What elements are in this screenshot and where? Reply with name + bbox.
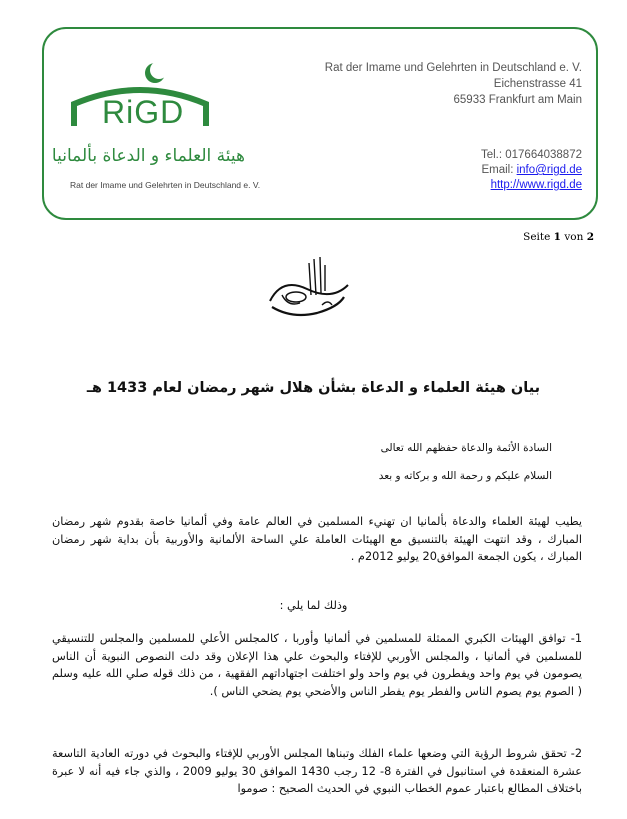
page-middle: von <box>560 231 587 243</box>
logo-subtitle: Rat der Imame und Gelehrten in Deutschland e. V. <box>70 180 261 190</box>
logo-arabic-name: هيئة العلماء و الدعاة بألمانيا <box>51 146 245 166</box>
email-link[interactable]: info@rigd.de <box>516 164 582 176</box>
basmala-calligraphy-icon <box>262 255 352 325</box>
address-line-org: Rat der Imame und Gelehrten in Deutschland e. V. <box>324 62 582 74</box>
page-total: 2 <box>586 231 594 243</box>
address-line-city: 65933 Frankfurt am Main <box>453 94 582 106</box>
email-label: Email: <box>481 164 517 176</box>
reason-heading: وذلك لما يلي : <box>279 599 348 612</box>
contact-block <box>481 148 582 193</box>
page-current: 1 <box>553 231 561 243</box>
logo-wordmark: RiGD <box>102 94 185 130</box>
point-1-paragraph: 1- توافق الهيئات الكبري الممثلة للمسلمين في ألمانيا وأوربا ، كالمجلس الأعلي للمسلمين والمجلس للتنسيقي للمسلمين في ألمانيا ، والمجلس الأوربي للإفتاء والبحوث علي هذا الإعلان وقد دلت النصوص النبوية أن الناس يصومون في يوم واحد ويفطرون في يوم واحد ولو اختلفت اجتهاداتهم الفقهية ، من ذلك قوله صلي الله عليه وسلم ( الصوم يوم يصوم الناس والفطر يوم يفطر الناس والأضحي يوم يضحي الناس ). <box>52 632 582 698</box>
website-line <box>481 178 582 193</box>
page-number <box>523 231 594 243</box>
intro-paragraph: يطيب لهيئة العلماء والدعاة بألمانيا ان تهنيء المسلمين في العالم عامة وفي ألمانيا خاصة بقدوم شهر رمضان المبارك ، وقد انتهت الهيئة بالتنسيق مع الهيئات العاملة علي الساحة الألمانية والأوربية بأن بداية شهر رمضان المبارك ، يكون الجمعة الموافق20 يوليو 2012م . <box>52 515 582 563</box>
salutation-line: السادة الأئمة والدعاة حفظهم الله تعالى <box>380 442 552 454</box>
organization-address <box>325 60 582 108</box>
phone-number: Tel.: 017664038872 <box>480 149 582 161</box>
email-line <box>481 163 582 178</box>
point-2-paragraph: 2- تحقق شروط الرؤية التي وضعها علماء الفلك وتبناها المجلس الأوربي للإفتاء والبحوث في دورته العادية التاسعة عشرة المنعقدة في استانبول في الفترة 8- 12 رجب 1430 الموافق 30 يوليو 2009 ، والذي جاء فيه أنه لا عبرة باختلاف المطالع باعتبار عموم الخطاب النبوي في الحديث الصحيح : صوموا <box>52 747 582 795</box>
website-link[interactable]: http://www.rigd.de <box>490 179 582 191</box>
address-line-street: Eichenstrasse 41 <box>493 78 582 90</box>
statement-title: بيان هيئة العلماء و الدعاة بشأن هلال شهر رمضان لعام 1433 هـ <box>86 380 541 396</box>
greeting-line: السلام عليكم و رحمة الله و بركاته و بعد <box>378 470 552 482</box>
rigd-logo <box>51 60 270 200</box>
page-prefix: Seite <box>523 231 554 243</box>
